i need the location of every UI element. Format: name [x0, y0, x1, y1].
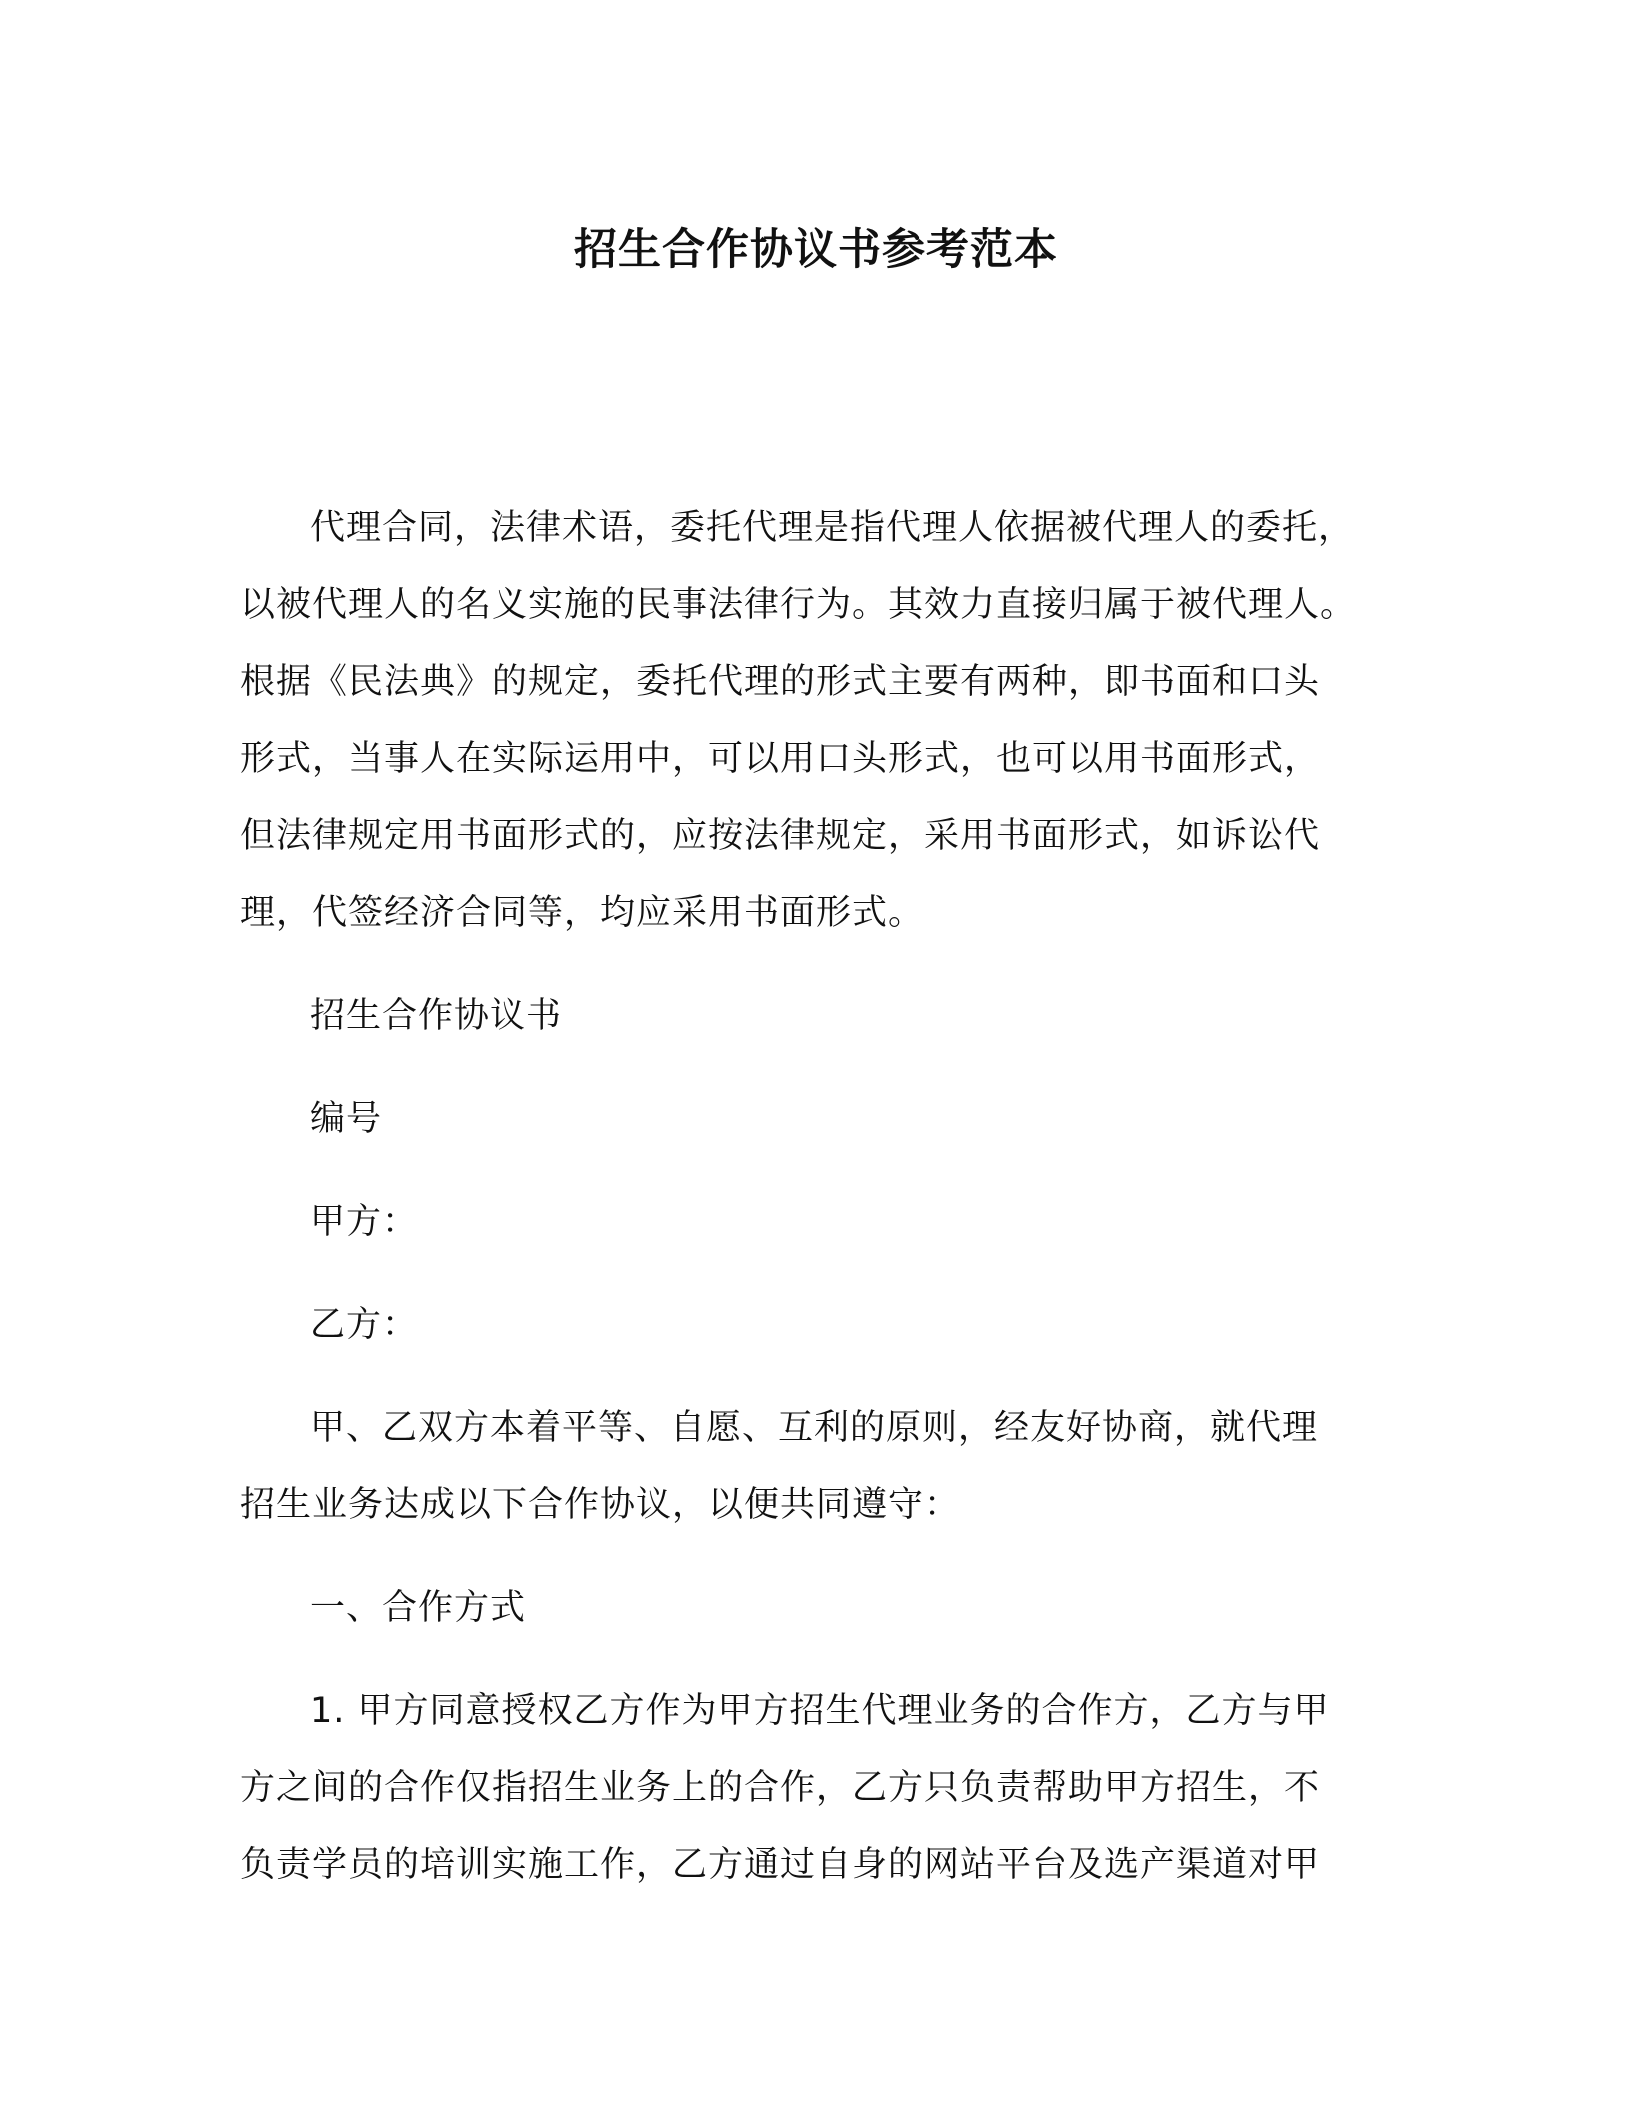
number-label: 编号: [310, 1099, 383, 1139]
section-heading: 一、合作方式: [310, 1588, 527, 1628]
preamble-paragraph: 甲、乙双方本着平等、自愿、互利的原则，经友好协商，就代理 招生业务达成以下合作协议，以便共同遵守：: [240, 1408, 1319, 1525]
party-b-label: 乙方：: [310, 1305, 419, 1345]
document-body: [240, 490, 1390, 1904]
agreement-title: 招生合作协议书: [310, 996, 563, 1036]
party-a-label: 甲方：: [310, 1202, 419, 1242]
clause-paragraph: 1. 甲方同意授权乙方作为甲方招生代理业务的合作方，乙方与甲 方之间的合作仅指招生业务上的合作，乙方只负责帮助甲方招生，不 负责学员的培训实施工作，乙方通过自身的网站平台及选产渠道对甲: [240, 1691, 1330, 1885]
document-title: 招生合作协议书参考范本: [574, 225, 1058, 275]
intro-paragraph: 代理合同，法律术语，委托代理是指代理人依据被代理人的委托， 以被代理人的名义实施的民事法律行为。其效力直接归属于被代理人。 根据《民法典》的规定，委托代理的形式主要有两种，即书面和口头 形式，当事人在实际运用中，可以用口头形式，也可以用书面形式， 但法律规定用书面形式的，应按法律规定，采用书面形式，如诉讼代 理，代签经济合同等，均应采用书面形式。: [240, 508, 1357, 933]
